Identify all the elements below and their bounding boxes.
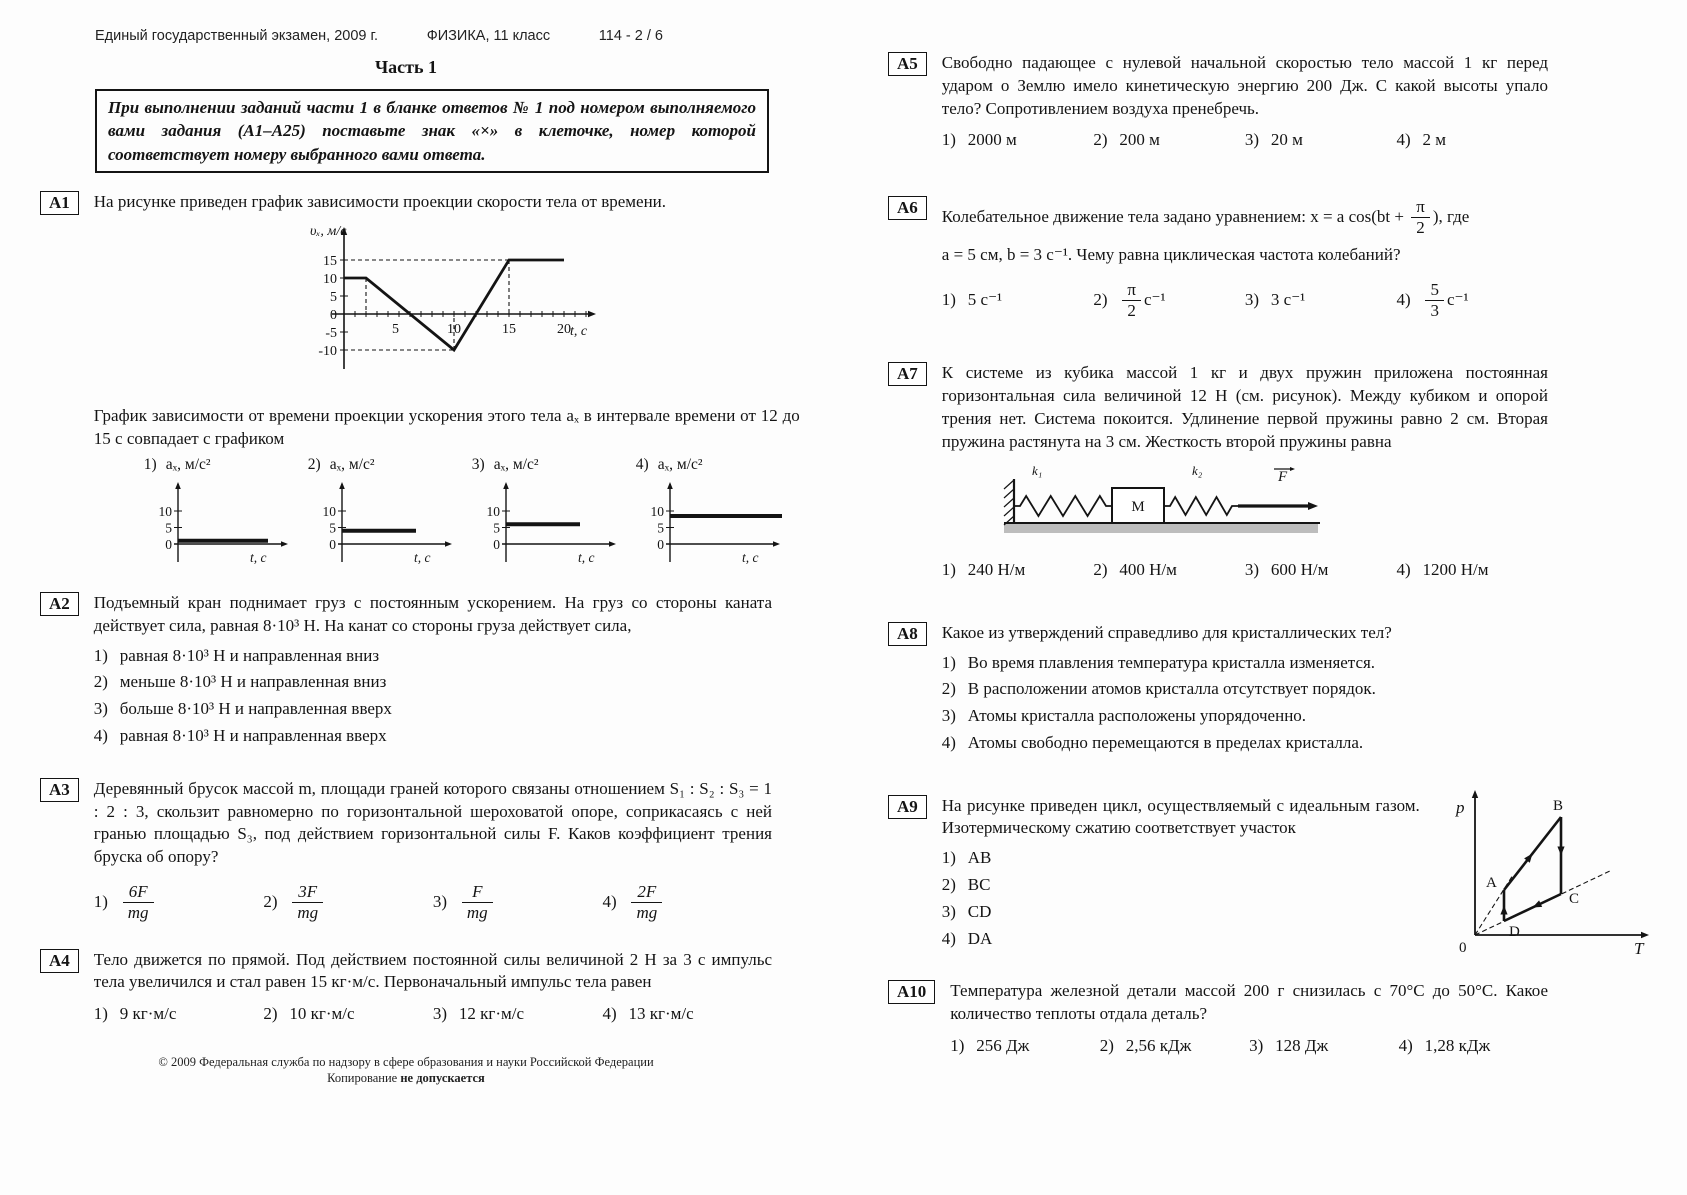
option (950, 1035, 1099, 1058)
option-number: 4) (941, 928, 956, 948)
acceleration-option-graph (476, 476, 628, 568)
question-text-a5: Свободно падающее с нулевой начальной скоростью тело массой 1 кг перед ударом о Землю имело кинетическую энергию 200 Дж. С какой высоты упало тело? Сопротивлением воздуха пренебречь. (941, 53, 1548, 118)
question-text-a6: Колебательное движение тела задано уравнением: x = a cos(bt + $\frac{\pi}{2}$ ), где (941, 197, 1470, 238)
option-number: 1) (941, 130, 956, 150)
option (1249, 1035, 1398, 1058)
fraction: $\frac{\pi}{2}$ (1411, 198, 1430, 238)
x-tick-label: 15 (501, 322, 516, 338)
question-text-a6-continued: a = 5 см, b = 3 с⁻¹. Чему равна циклическая частота колебаний? (941, 244, 1401, 264)
acceleration-option-graph (312, 476, 464, 568)
options-a7 (942, 559, 1548, 582)
header-subject: ФИЗИКА, 11 класс (426, 28, 551, 44)
option-text: 600 Н/м (1270, 560, 1329, 580)
options-a6 (942, 279, 1548, 323)
question-text-a4: Тело движется по прямой. Под действием постоянной силы величиной 2 Н за 3 с импульс тела увеличился и стал равен 15 кг·м/с. Первоначальный импульс тела равен (93, 949, 772, 992)
p-axis-label: p (1455, 797, 1465, 817)
options-a5 (942, 129, 1548, 152)
question-label-a1: А1 (40, 191, 79, 215)
y-tick-label: 10 (650, 504, 664, 520)
option-number: 1) (143, 456, 157, 474)
x-tick-label: 10 (446, 322, 461, 338)
question-body-a7 (942, 362, 1548, 582)
option-number: 4) (602, 892, 617, 912)
option-number: 2) (263, 892, 278, 912)
header-exam-name: Единый государственный экзамен, 2009 г. (95, 28, 379, 44)
mini-graph-title: aₓ, м/с² (165, 456, 211, 474)
spring-system-figure (1000, 461, 1330, 543)
y-tick-label: 10 (322, 504, 336, 520)
question-body-a6 (942, 196, 1548, 322)
acceleration-option-graph (640, 476, 792, 568)
option (1245, 279, 1397, 323)
option-number: 1) (941, 290, 956, 310)
question-a10 (888, 980, 1548, 1057)
option-number: 4) (941, 732, 956, 752)
option (942, 732, 1548, 755)
option (942, 705, 1548, 728)
option-number: 3) (1244, 130, 1260, 150)
option-text: 13 кг·м/с (628, 1004, 694, 1024)
question-body-a8 (942, 622, 1548, 759)
option-text: 9 кг·м/с (119, 1004, 177, 1024)
y-tick-label: 0 (165, 537, 172, 553)
y-tick-label: 0 (329, 308, 337, 324)
question-label-a6: А6 (888, 196, 927, 220)
option-number: 2) (93, 672, 108, 692)
option-number: 2) (941, 679, 956, 699)
option-number: 2) (263, 1004, 278, 1024)
question-a1 (40, 191, 800, 568)
option (1245, 129, 1397, 152)
question-label-a8: А8 (888, 622, 927, 646)
y-tick-label: 0 (329, 537, 336, 553)
option-text: меньше 8·10³ Н и направленная вниз (119, 672, 387, 692)
option-number: 2) (941, 874, 956, 894)
spring1-label: k₁ (1031, 463, 1043, 479)
option (942, 559, 1094, 582)
option (1399, 1035, 1548, 1058)
question-a8 (888, 622, 1548, 759)
option-number: 4) (602, 1004, 617, 1024)
option-text: 20 м (1270, 130, 1303, 150)
fraction: $\frac{3F}{mg}$ (292, 883, 323, 923)
option (1093, 279, 1245, 323)
option-text: CD (967, 901, 992, 921)
question-body-a5 (942, 52, 1548, 152)
option-text: 400 Н/м (1119, 560, 1177, 580)
part-title: Часть 1 (374, 57, 438, 77)
option (94, 1003, 264, 1026)
y-tick-label: 0 (657, 537, 664, 553)
question-text-a3: Деревянный брусок массой m, площади граней которого связаны отношением S₁ : S₂ : S₃ = 1 : 2 : 3, скользит равномерно по горизонтальной шероховатой опоре, соприкасаясь с ней гранью площадью S₃, под действием горизонтальной силы F. Каков коэффициент трения бруска об опору? (93, 778, 772, 867)
option (942, 279, 1094, 323)
y-tick-label: 10 (158, 504, 172, 520)
mini-graph-title: aₓ, м/с² (329, 456, 375, 474)
y-tick-label: 10 (486, 504, 500, 520)
option-text: Во время плавления температура кристалла изменяется. (967, 652, 1376, 672)
option-number: 1) (941, 652, 956, 672)
option-text: Атомы свободно перемещаются в пределах кристалла. (967, 732, 1364, 752)
question-label-a5: А5 (888, 52, 927, 76)
question-text-a10: Температура железной детали массой 200 г снизилась с 70°С до 50°С. Какое количество теплоты отдала деталь? (950, 981, 1548, 1024)
option (263, 881, 433, 925)
question-a7 (888, 362, 1548, 582)
option-text: 1200 Н/м (1422, 560, 1489, 580)
header-variant: 114 - 2 / 6 (598, 28, 663, 44)
question-text-a2: Подъемный кран поднимает груз с постоянным ускорением. На груз со стороны каната действует сила, равная 8·10³ Н. На канат со стороны груза действует сила, (93, 593, 772, 635)
option-text: 12 кг·м/с (458, 1004, 525, 1024)
y-tick-label: -10 (318, 344, 337, 360)
question-a2 (40, 592, 772, 752)
option (1100, 1035, 1249, 1058)
option (433, 881, 603, 925)
option-number: 1) (93, 1004, 108, 1024)
y-tick-label: -5 (325, 326, 337, 342)
question-text-a1: На рисунке приведен график зависимости проекции скорости тела от времени. (93, 192, 667, 212)
option-number: 3) (1244, 560, 1260, 580)
option-text: 3 с⁻¹ (1270, 290, 1306, 310)
y-tick-label: 5 (329, 290, 337, 306)
option-number: 3) (941, 901, 956, 921)
option-number: 4) (635, 456, 649, 474)
option-text: 10 кг·м/с (289, 1004, 355, 1024)
option-number: 2) (307, 456, 321, 474)
option-number: 1) (950, 1035, 965, 1055)
question-a4 (40, 949, 772, 1026)
option-text: 256 Дж (976, 1035, 1030, 1055)
option (1093, 129, 1245, 152)
exam-header (95, 28, 663, 44)
right-column (888, 0, 1644, 1058)
options-a4 (94, 1003, 772, 1026)
option-text: 2,56 кДж (1125, 1035, 1192, 1055)
options-a2 (94, 645, 772, 748)
option-text: В расположении атомов кристалла отсутствует порядок. (967, 679, 1376, 699)
question-label-a7: А7 (888, 362, 927, 386)
option-number: 2) (1099, 1035, 1114, 1055)
option (144, 455, 308, 568)
question-a9 (888, 795, 1644, 958)
y-tick-label: 10 (322, 272, 337, 288)
option-number: 3) (471, 456, 485, 474)
option-text: DA (967, 928, 993, 948)
x-axis-label: t, c (577, 550, 595, 566)
mini-graph-title: aₓ, м/с² (493, 456, 539, 474)
option-text: 128 Дж (1275, 1035, 1329, 1055)
options-a1 (144, 455, 800, 568)
question-text-a9: На рисунке приведен цикл, осуществляемый с идеальным газом. Изотермическому сжатию соответствует участок (941, 795, 1420, 838)
option (433, 1003, 603, 1026)
option (94, 645, 772, 668)
fraction: $\frac{5}{3}$ (1425, 281, 1444, 321)
pt-cycle-figure (1440, 777, 1658, 963)
question-body-a10 (950, 980, 1548, 1057)
question-text-a8: Какое из утверждений справедливо для кристаллических тел? (941, 622, 1392, 642)
options-a3 (94, 881, 772, 925)
option (942, 652, 1548, 675)
option-text: 200 м (1119, 130, 1160, 150)
option-number: 4) (1396, 560, 1411, 580)
x-axis-label: t, c (249, 550, 267, 566)
point-label-b: B (1552, 797, 1563, 814)
option (94, 671, 772, 694)
spring-figure-wrap (1000, 461, 1548, 550)
option-number: 4) (1396, 290, 1411, 310)
option (1245, 559, 1397, 582)
x-axis-label: t, c (413, 550, 431, 566)
option (94, 698, 772, 721)
question-body-a2 (94, 592, 772, 752)
option-number: 1) (941, 560, 956, 580)
option-number: 3) (432, 892, 448, 912)
x-axis-label: t, c (569, 324, 587, 340)
velocity-time-graph (304, 219, 624, 397)
fraction: $\frac{6F}{mg}$ (123, 883, 154, 923)
question-a5 (888, 52, 1548, 152)
question-text-a7: К системе из кубика массой 1 кг и двух пружин приложена постоянная горизонтальная сила величиной 12 Н (см. рисунок). Между кубиком и опорой трения нет. Система покоится. Удлинение первой пружины равно 2 см. Вторая пружина растянута на 3 см. Жесткость второй пружины равна (941, 363, 1548, 451)
question-label-a2: А2 (40, 592, 79, 616)
option (472, 455, 636, 568)
t-axis-label: T (1633, 938, 1644, 958)
origin-label: 0 (1458, 939, 1467, 956)
x-axis-label: t, c (741, 550, 759, 566)
option-number: 2) (1093, 560, 1108, 580)
option (1093, 559, 1245, 582)
option (308, 455, 472, 568)
option (1396, 559, 1548, 582)
option-number: 3) (1244, 290, 1260, 310)
option-number: 1) (93, 892, 108, 912)
pt-cycle-figure-wrap (1440, 777, 1658, 970)
instruction-text: При выполнении заданий части 1 в бланке ответов № 1 под номером выполняемого вами задания (А1–А25) поставьте знак «×» в клеточке, номер которой соответствует номеру выбранного вами ответа. (108, 98, 756, 164)
acceleration-option-graph (148, 476, 300, 568)
option (942, 129, 1094, 152)
option (636, 455, 800, 568)
option (1396, 279, 1548, 323)
y-tick-label: 5 (657, 520, 664, 536)
question-body-a9 (941, 795, 1644, 958)
option (942, 678, 1548, 701)
fraction: $\frac{\pi}{2}$ (1122, 281, 1141, 321)
question-label-a4: А4 (40, 949, 79, 973)
option-number: 2) (1093, 130, 1108, 150)
point-label-d: D (1508, 923, 1520, 940)
block-label: М (1131, 499, 1145, 516)
y-tick-label: 5 (329, 520, 336, 536)
option-text: равная 8·10³ Н и направленная вниз (119, 645, 380, 665)
option (602, 881, 772, 925)
footer-notice: Копирование не допускается (327, 1071, 485, 1086)
option-text: AB (967, 848, 992, 868)
x-tick-label: 20 (556, 322, 571, 338)
options-a8 (942, 652, 1548, 755)
option-text: 2 м (1422, 130, 1446, 150)
options-a10 (950, 1035, 1548, 1058)
option-text: с⁻¹ (1143, 290, 1166, 310)
left-column (40, 0, 800, 1086)
page-footer (40, 1054, 772, 1087)
option-number: 3) (93, 699, 108, 719)
y-tick-label: 0 (493, 537, 500, 553)
option-number: 3) (432, 1004, 448, 1024)
option-text: равная 8·10³ Н и направленная вверх (119, 726, 387, 746)
y-tick-label: 15 (322, 254, 337, 270)
option (94, 725, 772, 748)
question-label-a3: А3 (40, 778, 79, 802)
fraction: $\frac{F}{mg}$ (462, 883, 493, 923)
option-text: 5 с⁻¹ (967, 290, 1003, 310)
option-number: 1) (93, 645, 108, 665)
option (1396, 129, 1548, 152)
option-number: 1) (941, 848, 956, 868)
footer-copyright: © 2009 Федеральная служба по надзору в сфере образования и науки Российской Федерации (158, 1054, 654, 1069)
y-tick-label: 5 (493, 520, 500, 536)
point-label-a: A (1485, 874, 1497, 891)
question-body-a4 (94, 949, 772, 1026)
x-tick-label: 5 (391, 322, 399, 338)
question-label-a9: А9 (888, 795, 927, 819)
option-text: 2000 м (967, 130, 1017, 150)
option-text: Атомы кристалла расположены упорядоченно. (967, 706, 1307, 726)
fraction: $\frac{2F}{mg}$ (631, 883, 662, 923)
option-number: 3) (1249, 1035, 1264, 1055)
option-number: 3) (941, 706, 956, 726)
question-body-a1 (94, 191, 800, 568)
question-a6 (888, 196, 1548, 322)
option (602, 1003, 772, 1026)
option-number: 4) (1396, 130, 1411, 150)
question-text-a1-continued: График зависимости от времени проекции ускорения этого тела aₓ в интервале времени от 12 до 15 с совпадает с графиком (93, 405, 800, 448)
question-a3 (40, 778, 772, 925)
option-text: больше 8·10³ Н и направленная вверх (119, 699, 392, 719)
velocity-graph-wrap (304, 219, 800, 404)
instruction-box (95, 89, 769, 173)
option (94, 881, 264, 925)
mini-graph-title: aₓ, м/с² (657, 456, 703, 474)
option-text: BC (967, 874, 991, 894)
force-label: F (1277, 469, 1287, 486)
option (263, 1003, 433, 1026)
question-body-a3 (94, 778, 772, 925)
question-label-a10: А10 (888, 980, 935, 1004)
option-text: с⁻¹ (1446, 290, 1469, 310)
point-label-c: C (1568, 890, 1579, 907)
y-tick-label: 5 (165, 520, 172, 536)
y-axis-label: υₓ, м/с (309, 224, 347, 240)
option-number: 4) (93, 726, 108, 746)
option-number: 2) (1093, 290, 1108, 310)
option-text: 240 Н/м (967, 560, 1026, 580)
option-number: 4) (1398, 1035, 1413, 1055)
spring2-label: k₂ (1191, 463, 1203, 479)
option-text: 1,28 кДж (1424, 1035, 1491, 1055)
